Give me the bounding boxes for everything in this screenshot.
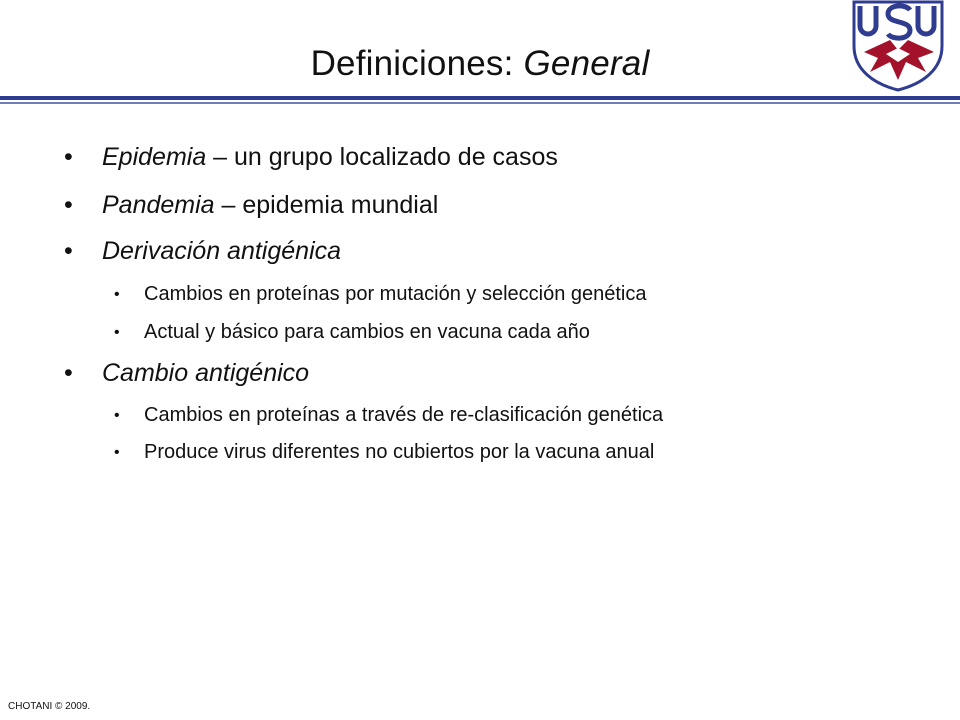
definition: – epidemia mundial bbox=[214, 191, 439, 219]
title-italic: General bbox=[523, 44, 650, 83]
bullet-list: • Epidemia – un grupo localizado de casos • Pandemia – epidemia mundial • Derivación antigénica • Cambios en proteínas por mutación y selección genética • Actual y básico para cambios en vacuna cada año • Cambio antigénico • Cambios en proteínas a través de re-clasificación genética • Produce virus diferentes no cubiertos por la vacuna anual bbox=[64, 143, 664, 463]
title-plain: Definiciones: bbox=[310, 44, 514, 83]
sub-item-text: Actual y básico para cambios en vacuna cada año bbox=[144, 321, 590, 343]
sub-item-text: Cambios en proteínas a través de re-clasificación genética bbox=[144, 404, 664, 426]
term: Pandemia bbox=[102, 191, 215, 219]
term: Epidemia bbox=[102, 143, 207, 171]
term: Cambio antigénico bbox=[102, 359, 310, 387]
copyright-footer: CHOTANI © 2009. bbox=[8, 701, 91, 712]
sub-item-text: Produce virus diferentes no cubiertos por la vacuna anual bbox=[144, 441, 655, 463]
term: Derivación antigénica bbox=[102, 237, 342, 265]
definition: – un grupo localizado de casos bbox=[206, 143, 558, 171]
sub-item-text: Cambios en proteínas por mutación y selección genética bbox=[144, 283, 647, 305]
